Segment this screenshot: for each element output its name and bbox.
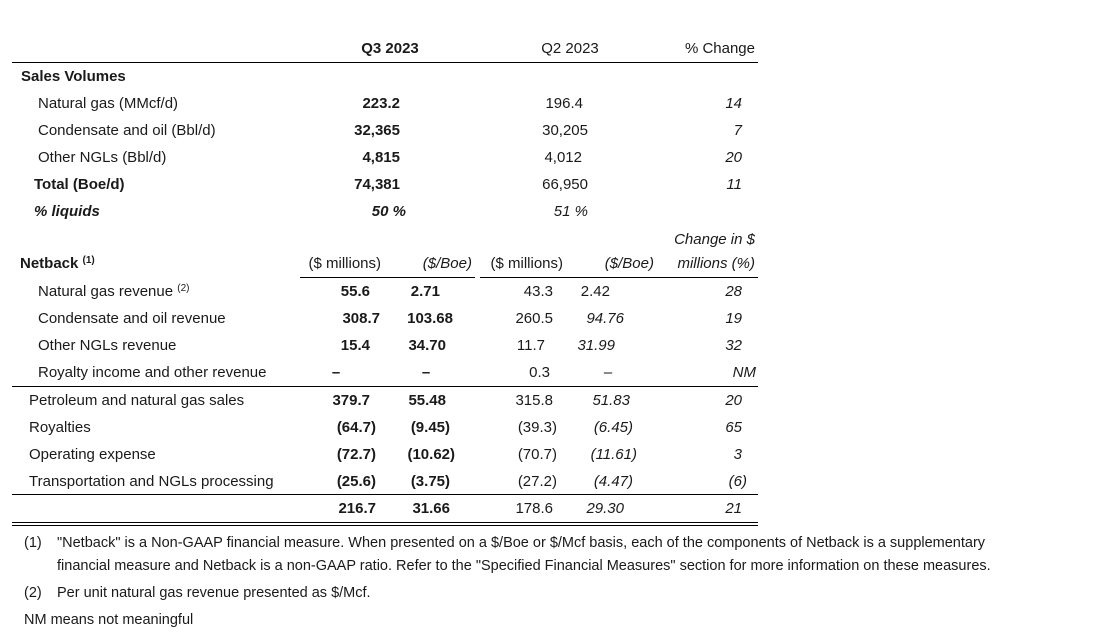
change-value: 65 bbox=[725, 419, 742, 436]
q2-millions: 43.3 bbox=[523, 283, 553, 300]
q2-boe: 51.83 bbox=[592, 392, 630, 409]
q3-boe: 34.70 bbox=[408, 337, 446, 354]
q3-millions: – bbox=[331, 364, 341, 381]
change-value: 32 bbox=[725, 337, 742, 354]
change-value: 28 bbox=[725, 283, 742, 300]
table-row bbox=[0, 388, 1095, 414]
netback-total-row bbox=[0, 496, 1095, 522]
table-row bbox=[0, 415, 1095, 441]
nm-note: NM means not meaningful bbox=[24, 612, 194, 628]
change-value: 3 bbox=[733, 446, 742, 463]
q3-value: 223.2 bbox=[362, 95, 400, 112]
row-label: Natural gas revenue $^{(2)}$ bbox=[38, 283, 190, 300]
q3-boe: (10.62) bbox=[407, 446, 455, 463]
footnote-1-line-2: financial measure and Netback is a non-GAAP ratio. Refer to the "Specified Financial Measures" section for more information on these measures. bbox=[57, 558, 991, 574]
change-value: 19 bbox=[725, 310, 742, 327]
q3-boe: 31.66 bbox=[412, 500, 450, 517]
row-label: Other NGLs revenue bbox=[38, 337, 177, 354]
q2-millions: 315.8 bbox=[515, 392, 553, 409]
change-value: 14 bbox=[725, 95, 742, 112]
q2-value: 196.4 bbox=[545, 95, 583, 112]
q3-value: 32,365 bbox=[354, 122, 400, 139]
table-row bbox=[0, 172, 1095, 198]
q3-value: 74,381 bbox=[354, 176, 400, 193]
footnote-2 bbox=[24, 583, 371, 603]
q2-value: 51 % bbox=[553, 203, 588, 220]
q3-millions: 308.7 bbox=[342, 310, 380, 327]
table-row bbox=[0, 91, 1095, 117]
q3-boe: 55.48 bbox=[408, 392, 446, 409]
q2-boe: (11.61) bbox=[590, 446, 637, 463]
sales-volumes-title: Sales Volumes bbox=[21, 68, 126, 85]
table-row bbox=[0, 279, 1095, 305]
q2-millions: (39.3) bbox=[517, 419, 557, 436]
header-divider bbox=[12, 62, 758, 63]
header-q2-boe: ($/Boe) bbox=[604, 255, 654, 272]
header-q2: Q2 2023 bbox=[541, 40, 599, 57]
q2-header-divider bbox=[480, 277, 758, 278]
netback-title: Netback $^{(1)}$ bbox=[20, 255, 95, 272]
change-value: (6) bbox=[728, 473, 747, 490]
total-double-rule-bottom bbox=[12, 525, 758, 526]
change-value: 20 bbox=[725, 392, 742, 409]
q3-boe: (9.45) bbox=[410, 419, 450, 436]
footnote-1-line-1: "Netback" is a Non-GAAP financial measure. When presented on a $/Boe or $/Mcf basis, each of the components of Netback is a supplementary bbox=[57, 535, 986, 551]
revenue-divider bbox=[12, 386, 758, 387]
q2-boe: 29.30 bbox=[586, 500, 624, 517]
change-header-row-1 bbox=[0, 227, 1095, 253]
q2-boe: (4.47) bbox=[593, 473, 633, 490]
footnote-1 bbox=[24, 533, 986, 553]
row-label: Petroleum and natural gas sales bbox=[29, 392, 245, 409]
q2-millions: 260.5 bbox=[515, 310, 553, 327]
q3-millions: (25.6) bbox=[336, 473, 376, 490]
change-value: 11 bbox=[726, 176, 742, 193]
table-row bbox=[0, 145, 1095, 171]
change-header-line1: Change in $ bbox=[674, 231, 755, 248]
table-row bbox=[0, 199, 1095, 225]
q2-millions: (27.2) bbox=[517, 473, 557, 490]
q2-value: 4,012 bbox=[544, 149, 582, 166]
sales-volumes-title-row bbox=[0, 64, 1095, 90]
q2-value: 66,950 bbox=[542, 176, 588, 193]
table-row bbox=[0, 360, 1095, 386]
row-label: Royalty income and other revenue bbox=[38, 364, 267, 381]
footnote-1-marker: (1) bbox=[24, 535, 42, 551]
q3-millions: (64.7) bbox=[336, 419, 376, 436]
q3-value: 4,815 bbox=[362, 149, 400, 166]
q2-millions: (70.7) bbox=[517, 446, 557, 463]
change-value: 7 bbox=[733, 122, 742, 139]
q2-millions: 0.3 bbox=[529, 364, 550, 381]
change-value: NM bbox=[732, 364, 756, 381]
change-value bbox=[640, 199, 742, 225]
q2-boe: 31.99 bbox=[577, 337, 615, 354]
row-label: Condensate and oil (Bbl/d) bbox=[38, 122, 216, 139]
q2-millions: 11.7 bbox=[516, 337, 545, 354]
q3-header-divider bbox=[300, 277, 475, 278]
q2-boe: – bbox=[603, 364, 613, 381]
row-label: Operating expense bbox=[29, 446, 156, 463]
q3-millions: 379.7 bbox=[332, 392, 370, 409]
q2-value: 30,205 bbox=[542, 122, 588, 139]
table-row bbox=[0, 469, 1095, 495]
natural-gas-footnote-ref: (2) bbox=[177, 283, 190, 294]
q3-millions: (72.7) bbox=[336, 446, 376, 463]
header-q3-millions: ($ millions) bbox=[308, 255, 381, 272]
change-value: 20 bbox=[725, 149, 742, 166]
q3-millions: 15.4 bbox=[340, 337, 370, 354]
q3-boe: 2.71 bbox=[410, 283, 440, 300]
q3-boe: (3.75) bbox=[410, 473, 450, 490]
netback-header-row bbox=[0, 251, 1095, 277]
column-header-row bbox=[0, 36, 1095, 62]
header-pct-change: % Change bbox=[684, 40, 755, 57]
q3-millions: 216.7 bbox=[338, 500, 376, 517]
footnote-2-marker: (2) bbox=[24, 585, 42, 601]
netback-footnote-ref: (1) bbox=[82, 255, 95, 266]
row-label: Royalties bbox=[29, 419, 91, 436]
costs-divider bbox=[12, 494, 758, 495]
q3-value: 50 % bbox=[371, 203, 406, 220]
table-row bbox=[0, 306, 1095, 332]
change-header-line2: millions (%) bbox=[677, 255, 755, 272]
table-row bbox=[0, 442, 1095, 468]
header-q3: Q3 2023 bbox=[361, 40, 419, 57]
change-value: 21 bbox=[725, 500, 742, 517]
total-double-rule-top bbox=[12, 522, 758, 523]
q3-millions: 55.6 bbox=[340, 283, 370, 300]
table-row bbox=[0, 118, 1095, 144]
header-q2-millions: ($ millions) bbox=[490, 255, 563, 272]
row-label: Other NGLs (Bbl/d) bbox=[38, 149, 167, 166]
row-label: Condensate and oil revenue bbox=[38, 310, 226, 327]
q2-millions: 178.6 bbox=[515, 500, 553, 517]
header-q3-boe: ($/Boe) bbox=[422, 255, 472, 272]
table-row bbox=[0, 333, 1095, 359]
q3-boe: – bbox=[421, 364, 431, 381]
row-label: Total (Boe/d) bbox=[34, 176, 125, 193]
q2-boe: (6.45) bbox=[593, 419, 633, 436]
q3-boe: 103.68 bbox=[407, 310, 453, 327]
row-label: % liquids bbox=[34, 203, 100, 220]
row-label: Transportation and NGLs processing bbox=[29, 473, 274, 490]
footnote-2-text: Per unit natural gas revenue presented as $/Mcf. bbox=[57, 585, 371, 601]
q2-boe: 2.42 bbox=[580, 283, 610, 300]
q2-boe: 94.76 bbox=[586, 310, 624, 327]
row-label: Natural gas (MMcf/d) bbox=[38, 95, 179, 112]
